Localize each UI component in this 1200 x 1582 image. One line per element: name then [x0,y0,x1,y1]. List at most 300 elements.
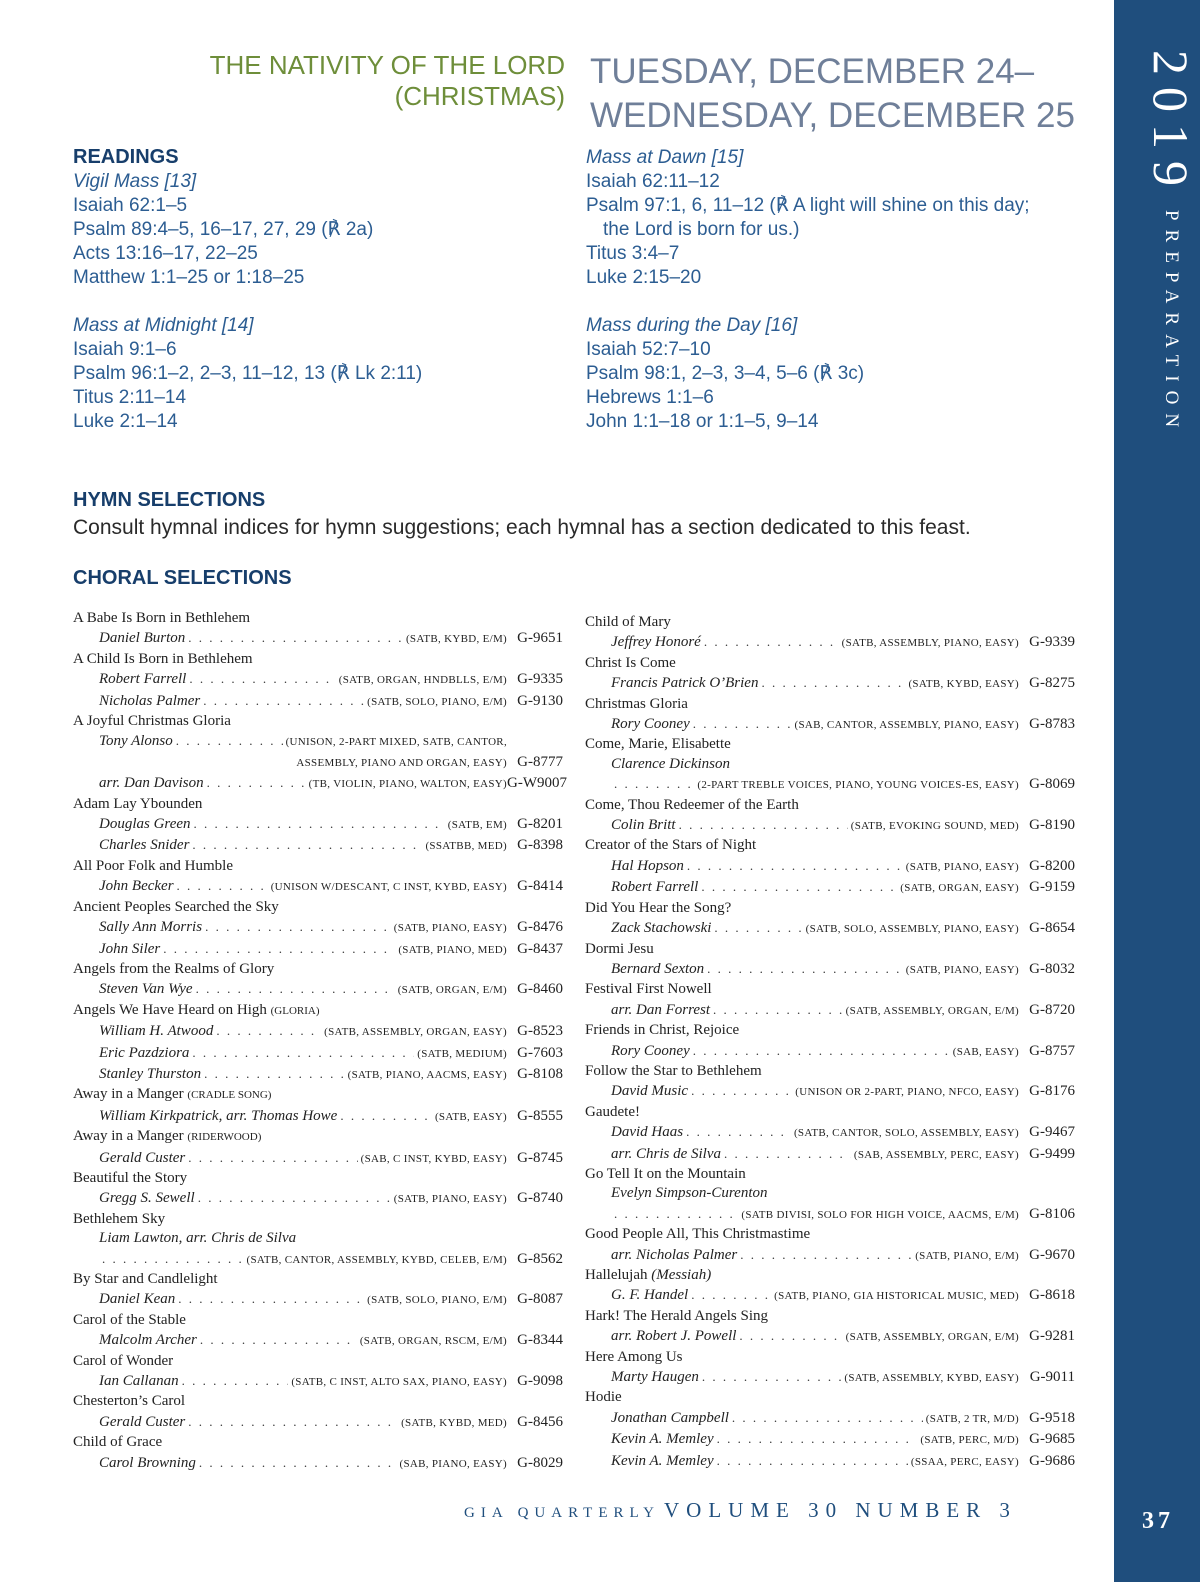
choral-title [585,1021,1075,1040]
choral-title [585,1062,1075,1081]
choral-title-text: Good People All, This Christmastime [585,1226,811,1243]
choral-arrangement-row [585,1451,1075,1472]
leader-dots [200,1330,357,1349]
catalog-number: G-8108 [517,1065,563,1082]
leader-dots [732,1408,923,1427]
choral-title-text: Carol of the Stable [73,1311,186,1328]
choral-arrangement-row [585,632,1075,653]
choral-title [585,1266,1075,1285]
reading-line: Luke 2:15–20 [586,267,702,288]
catalog-number: G-8437 [517,940,563,957]
leader-dots [691,1081,792,1100]
readings-heading: READINGS [73,146,179,168]
composer-name: Bernard Sexton [611,960,705,977]
composer-name: Zack Stachowski [611,920,712,937]
composer-name: Rory Cooney [611,716,690,733]
reading-line: Acts 13:16–17, 22–25 [73,243,258,264]
composer-name: Evelyn Simpson-Curenton [611,1185,768,1202]
choral-title [73,1433,563,1452]
voicing-info: (SATB, ORGAN, EASY) [900,882,1019,895]
choral-title-text: Friends in Christ, Rejoice [585,1022,740,1039]
voicing-info: (SATB, ORGAN, E/M) [397,984,507,997]
reading-line-continued: the Lord is born for us.) [603,219,800,240]
choral-title [73,1210,563,1229]
catalog-number: G-9098 [517,1373,563,1390]
sidebar-label [1116,50,1200,470]
choral-arrangement-row [585,1041,1075,1062]
feast-title [210,50,565,112]
choral-title-subtitle: (RIDERWOOD) [187,1131,262,1144]
catalog-number: G-9670 [1029,1246,1075,1263]
choral-arrangement-row [585,774,1075,795]
composer-name: David Haas [611,1124,684,1141]
choral-arrangement-row [585,856,1075,877]
choral-title [585,899,1075,918]
composer-name: Kevin A. Memley [611,1452,714,1469]
composer-name: arr. Dan Davison [99,775,204,792]
leader-dots [176,731,283,750]
catalog-number: G-8523 [517,1023,563,1040]
leader-dots [693,1041,950,1060]
choral-title-text: Dormi Jesu [585,940,654,957]
composer-name: Charles Snider [99,837,190,854]
voicing-info: (SATB, EM) [447,819,507,832]
mass-title: Mass at Midnight [14] [73,315,254,336]
choral-arrangement-row [585,673,1075,694]
catalog-number: G-8201 [517,816,563,833]
catalog-number: G-W9007 [507,775,567,792]
catalog-number: G-9686 [1029,1452,1075,1469]
catalog-number: G-9499 [1029,1145,1075,1162]
choral-title [73,609,563,628]
voicing-info: (SATB, SOLO, ASSEMBLY, PIANO, EASY) [805,923,1019,936]
choral-arrangement-row [73,1371,563,1392]
leader-dots [207,773,306,792]
voicing-info: (SATB, ASSEMBLY, ORGAN, E/M) [845,1331,1019,1344]
choral-title [585,735,1075,754]
choral-arrangement-row [73,1188,563,1209]
voicing-info: (UNISON OR 2-PART, PIANO, NFCO, EASY) [795,1086,1019,1099]
choral-title [73,898,563,917]
reading-line: Psalm 97:1, 6, 11–12 (℟ A light will shine on this day; [586,195,1030,216]
footer-publication: GIA QUARTERLY [464,1505,661,1521]
catalog-number: G-8720 [1029,1001,1075,1018]
composer-name: Eric Pazdziora [99,1044,190,1061]
choral-title-text: Hallelujah [585,1267,648,1283]
choral-title-subtitle: (GLORIA) [270,1004,320,1017]
composer-name: John Becker [99,878,174,895]
reading-gap [586,290,1030,314]
hymn-text: Consult hymnal indices for hymn suggestions; each hymnal has a section dedicated to this feast. [73,516,971,539]
choral-arrangement-row [73,939,563,960]
choral-arrangement-row [585,1000,1075,1021]
voicing-info: (SATB, ASSEMBLY, ORGAN, E/M) [845,1004,1019,1017]
sidebar-year: 2019 [1143,50,1199,198]
composer-name: Liam Lawton, arr. Chris de Silva [99,1230,297,1247]
choral-title-text: A Child Is Born in Bethlehem [73,650,253,667]
choral-title [73,857,563,876]
leader-dots [704,632,839,651]
voicing-info: (SATB, PIANO, E/M) [915,1249,1019,1262]
choral-title [73,1352,563,1371]
voicing-info: (SATB, ORGAN, HNDBLLS, E/M) [338,674,507,687]
catalog-number: G-8190 [1029,817,1075,834]
choral-title-text: Hodie [585,1389,622,1406]
voicing-info: (SATB, PIANO, EASY) [393,1193,507,1206]
voicing-info: (SAB, ASSEMBLY, PERC, EASY) [853,1148,1019,1161]
voicing-info: (SATB, PIANO, AACMS, EASY) [347,1068,507,1081]
choral-arrangement-row [73,1229,563,1248]
catalog-number: G-8783 [1029,716,1075,733]
composer-name: arr. Dan Forrest [611,1001,711,1018]
choral-arrangement-row [73,1289,563,1310]
choral-title [585,1165,1075,1184]
voicing-info: (SATB, C INST, ALTO SAX, PIANO, EASY) [291,1376,507,1389]
choral-title-text: Ancient Peoples Searched the Sky [73,898,279,915]
catalog-number: G-8200 [1029,857,1075,874]
choral-title-text: Beautiful the Story [73,1169,188,1186]
choral-title [73,1392,563,1411]
catalog-number: G-8414 [517,878,563,895]
choral-title [73,1085,563,1105]
composer-name: Nicholas Palmer [99,692,201,709]
choral-arrangement-row [73,669,563,690]
composer-name: Gregg S. Sewell [99,1190,195,1207]
voicing-info: (UNISON W/DESCANT, C INST, KYBD, EASY) [270,881,507,894]
choral-arrangement-row [585,1245,1075,1266]
choral-title-text: Christmas Gloria [585,695,688,712]
voicing-info: (SAB, C INST, KYBD, EASY) [360,1152,507,1165]
hymn-heading: HYMN SELECTIONS [73,489,266,511]
choral-arrangement-row [73,876,563,897]
choral-arrangement-row [73,1148,563,1169]
choral-title [585,980,1075,999]
choral-title-text: All Poor Folk and Humble [73,857,233,874]
choral-arrangement-row [73,773,567,794]
choral-arrangement-row [585,959,1075,980]
choral-title-text: Go Tell It on the Mountain [585,1165,746,1182]
choral-title-subtitle: (Messiah) [651,1267,712,1283]
reading-line: John 1:1–18 or 1:1–5, 9–14 [586,411,819,432]
choral-arrangement-row [73,1453,563,1474]
voicing-info: (SATB, ASSEMBLY, ORGAN, EASY) [324,1026,507,1039]
voicing-info: (SATB, CANTOR, ASSEMBLY, KYBD, CELEB, E/M) [246,1253,507,1266]
choral-title-text: Christ Is Come [585,654,676,671]
composer-name: Gerald Custer [99,1149,186,1166]
catalog-number: G-8777 [517,753,563,770]
voicing-info: (SAB, EASY) [952,1045,1019,1058]
choral-title-text: Follow the Star to Bethlehem [585,1062,762,1079]
reading-line: Titus 2:11–14 [73,387,187,408]
mass-title: Vigil Mass [13] [73,171,197,192]
leader-dots [216,1021,321,1040]
composer-name: Colin Britt [611,817,676,834]
choral-title [73,795,563,814]
voicing-info: (SATB, ORGAN, RSCM, E/M) [359,1335,507,1348]
choral-arrangement-row [73,814,563,835]
reading-line: Psalm 98:1, 2–3, 3–4, 5–6 (℟ 3c) [586,363,865,384]
composer-name: Daniel Kean [99,1291,176,1308]
composer-name: David Music [611,1083,689,1100]
catalog-number: G-9159 [1029,879,1075,896]
mass-title: Mass at Dawn [15] [586,147,744,168]
reading-line: Isaiah 9:1–6 [73,339,177,360]
choral-title [585,695,1075,714]
leader-dots [740,1245,912,1264]
choral-title-text: Angels from the Realms of Glory [73,960,275,977]
reading-gap [73,290,422,314]
catalog-number: G-8032 [1029,960,1075,977]
catalog-number: G-7603 [517,1044,563,1061]
footer-volume: VOLUME 30 NUMBER 3 [664,1498,1017,1522]
leader-dots [614,774,694,793]
leader-dots [724,1144,851,1163]
catalog-number: G-8757 [1029,1042,1075,1059]
reading-line: Hebrews 1:1–6 [586,387,714,408]
voicing-info: (SATB, PIANO, EASY) [393,922,507,935]
choral-title [73,1270,563,1289]
voicing-info: (SATB, PIANO, EASY) [905,963,1019,976]
choral-title [585,836,1075,855]
catalog-number: G-8275 [1029,675,1075,692]
leader-dots [714,918,802,937]
reading-line: Isaiah 62:1–5 [73,195,188,216]
choral-arrangement-row [73,1021,563,1042]
voicing-info: (2-PART TREBLE VOICES, PIANO, YOUNG VOICES-ES, EASY) [697,779,1019,792]
catalog-number: G-8654 [1029,920,1075,937]
mass-title: Mass during the Day [16] [586,315,798,336]
leader-dots [188,628,403,647]
choral-title-text: Hark! The Herald Angels Sing [585,1307,769,1324]
composer-name: Kevin A. Memley [611,1431,714,1448]
choral-title [73,712,563,731]
choral-arrangement-row [73,835,563,856]
choral-arrangement-row [73,1064,563,1085]
voicing-info: (SSAA, PERC, EASY) [910,1455,1019,1468]
catalog-number: G-8476 [517,919,563,936]
reading-line: Titus 3:4–7 [586,243,680,264]
choral-title [585,796,1075,815]
choral-title [585,613,1075,632]
leader-dots [614,1204,738,1223]
composer-name: G. F. Handel [611,1287,689,1304]
composer-name: Hal Hopson [611,857,684,874]
catalog-number: G-8456 [517,1413,563,1430]
composer-name: Douglas Green [99,816,191,833]
reading-line: Psalm 96:1–2, 2–3, 11–12, 13 (℟ Lk 2:11) [73,363,423,384]
choral-arrangement-row [73,1043,563,1064]
voicing-info: (SAB, CANTOR, ASSEMBLY, PIANO, EASY) [794,719,1019,732]
composer-name: Daniel Burton [99,630,186,647]
catalog-number: G-8029 [517,1454,563,1471]
choral-title-text: Festival First Nowell [585,981,712,998]
choral-arrangement-row [585,1429,1075,1450]
voicing-info: (SATB, KYBD, MED) [401,1416,507,1429]
voicing-info: (SATB, CANTOR, SOLO, ASSEMBLY, EASY) [793,1127,1019,1140]
leader-dots [701,877,897,896]
leader-dots [203,691,364,710]
choral-arrangement-row [73,753,563,773]
leader-dots [691,1285,771,1304]
choral-arrangement-row [73,691,563,712]
leader-dots [717,1451,908,1470]
composer-name: Clarence Dickinson [611,755,730,772]
catalog-number: G-8745 [517,1149,563,1166]
leader-dots [679,815,848,834]
voicing-info: (SATB, SOLO, PIANO, E/M) [367,1294,507,1307]
leader-dots [196,979,395,998]
choral-arrangement-row [585,1081,1075,1102]
leader-dots [188,1412,398,1431]
composer-name: arr. Chris de Silva [611,1145,722,1162]
voicing-info: (SAB, PIANO, EASY) [399,1457,507,1470]
composer-name: Gerald Custer [99,1413,186,1430]
composer-name: Carol Browning [99,1454,196,1471]
voicing-info: (SATB, 2 TR, M/D) [925,1412,1019,1425]
choral-title-text: Chesterton’s Carol [73,1393,186,1410]
choral-arrangement-row [585,815,1075,836]
voicing-info: (TB, VIOLIN, PIANO, WALTON, EASY) [308,778,507,791]
composer-name: Marty Haugen [611,1369,699,1386]
choral-title [73,1311,563,1330]
catalog-number: G-8087 [517,1291,563,1308]
choral-title [585,940,1075,959]
composer-name: Malcolm Archer [99,1332,197,1349]
voicing-info: (SATB, MEDIUM) [417,1047,507,1060]
voicing-info: (SATB, EASY) [434,1110,507,1123]
choral-arrangement-row [585,755,1075,774]
catalog-number: G-9130 [517,692,563,709]
composer-name: Robert Farrell [99,671,187,688]
choral-title-text: Creator of the Stars of Night [585,837,757,854]
catalog-number: G-9685 [1029,1431,1075,1448]
choral-title-text: Adam Lay Ybounden [73,795,203,812]
choral-title [73,1169,563,1188]
voicing-info: (SATB, KYBD, E/M) [405,633,507,646]
leader-dots [194,814,445,833]
catalog-number: G-8740 [517,1190,563,1207]
composer-name: Steven Van Wye [99,981,193,998]
choral-title [73,650,563,669]
catalog-number: G-8176 [1029,1083,1075,1100]
catalog-number: G-9467 [1029,1124,1075,1141]
choral-title-text: A Babe Is Born in Bethlehem [73,610,251,626]
voicing-info: (SATB, ASSEMBLY, KYBD, EASY) [844,1372,1019,1385]
choral-title [585,1388,1075,1407]
choral-title [73,960,563,979]
choral-title-subtitle: (CRADLE SONG) [187,1089,272,1102]
choral-title-text: Come, Marie, Elisabette [585,736,731,753]
composer-name: Stanley Thurston [99,1065,202,1082]
choral-title-text: Come, Thou Redeemer of the Earth [585,796,799,813]
reading-line: Isaiah 62:11–12 [586,171,720,192]
reading-line: Isaiah 52:7–10 [586,339,711,360]
choral-left-column [73,609,567,1474]
choral-title [585,654,1075,673]
date-title-line2: WEDNESDAY, DECEMBER 25 [590,96,1075,135]
composer-name: William H. Atwood [99,1023,214,1040]
composer-name: Tony Alonso [99,733,173,750]
leader-dots [687,856,903,875]
choral-arrangement-row [585,1204,1075,1225]
leader-dots [188,1148,357,1167]
leader-dots [204,1064,345,1083]
choral-title-text: Did You Hear the Song? [585,899,732,916]
choral-title [73,1001,563,1021]
composer-name: arr. Nicholas Palmer [611,1246,738,1263]
voicing-info: (SATB, EVOKING SOUND, MED) [850,820,1019,833]
choral-arrangement-row [73,628,563,649]
choral-title [585,1307,1075,1326]
leader-dots [717,1429,918,1448]
choral-title-text: Away in a Manger [73,1086,184,1103]
readings-left-column [73,170,422,434]
leader-dots [702,1367,842,1386]
leader-dots [739,1326,842,1345]
leader-dots [178,1289,364,1308]
reading-line: Luke 2:1–14 [73,411,178,432]
voicing-info: ASSEMBLY, PIANO AND ORGAN, EASY) [296,756,507,769]
catalog-number: G-9335 [517,671,563,688]
choral-arrangement-row [73,1412,563,1433]
composer-name: arr. Robert J. Powell [611,1328,737,1345]
voicing-info: (SATB, KYBD, EASY) [908,678,1019,691]
catalog-number: G-8562 [517,1250,563,1267]
composer-name: John Siler [99,940,161,957]
composer-name: Ian Callanan [99,1373,179,1390]
leader-dots [189,669,335,688]
feast-title-line1: THE NATIVITY OF THE LORD [209,50,565,80]
choral-title-text: Here Among Us [585,1348,683,1365]
catalog-number: G-9281 [1029,1328,1075,1345]
catalog-number: G-8555 [517,1107,563,1124]
readings-right-column [586,146,1030,434]
choral-arrangement-row [73,917,563,938]
choral-arrangement-row [73,731,563,752]
date-title-line1: TUESDAY, DECEMBER 24– [590,52,1035,91]
voicing-info: (SATB, ASSEMBLY, PIANO, EASY) [841,637,1019,650]
choral-title [73,1127,563,1147]
choral-title-text: Bethlehem Sky [73,1210,166,1227]
voicing-info: (SATB, SOLO, PIANO, E/M) [367,695,507,708]
choral-arrangement-row [73,1330,563,1351]
composer-name: Jonathan Campbell [611,1409,729,1426]
voicing-info: (UNISON, 2-PART MIXED, SATB, CANTOR, [285,736,507,749]
choral-arrangement-row [585,1367,1075,1388]
leader-dots [199,1453,397,1472]
composer-name: Robert Farrell [611,879,699,896]
choral-title-text: By Star and Candlelight [73,1271,218,1287]
catalog-number: G-8069 [1029,776,1075,793]
leader-dots [182,1371,289,1390]
choral-arrangement-row [73,979,563,1000]
voicing-info: (SATB DIVISI, SOLO FOR HIGH VOICE, AACMS, E/M) [741,1208,1019,1221]
catalog-number: G-9011 [1029,1369,1075,1386]
leader-dots [192,1043,414,1062]
choral-arrangement-row [585,1285,1075,1306]
composer-name: Rory Cooney [611,1042,690,1059]
voicing-info: (SATB, PIANO, MED) [398,943,507,956]
leader-dots [761,673,905,692]
choral-arrangement-row [585,1408,1075,1429]
leader-dots [102,1249,244,1268]
leader-dots [177,876,268,895]
choral-title [585,1348,1075,1367]
choral-title-text: Away in a Manger [73,1128,184,1145]
catalog-number: G-8460 [517,981,563,998]
voicing-info: (SATB, PIANO, EASY) [905,860,1019,873]
choral-title [585,1225,1075,1244]
